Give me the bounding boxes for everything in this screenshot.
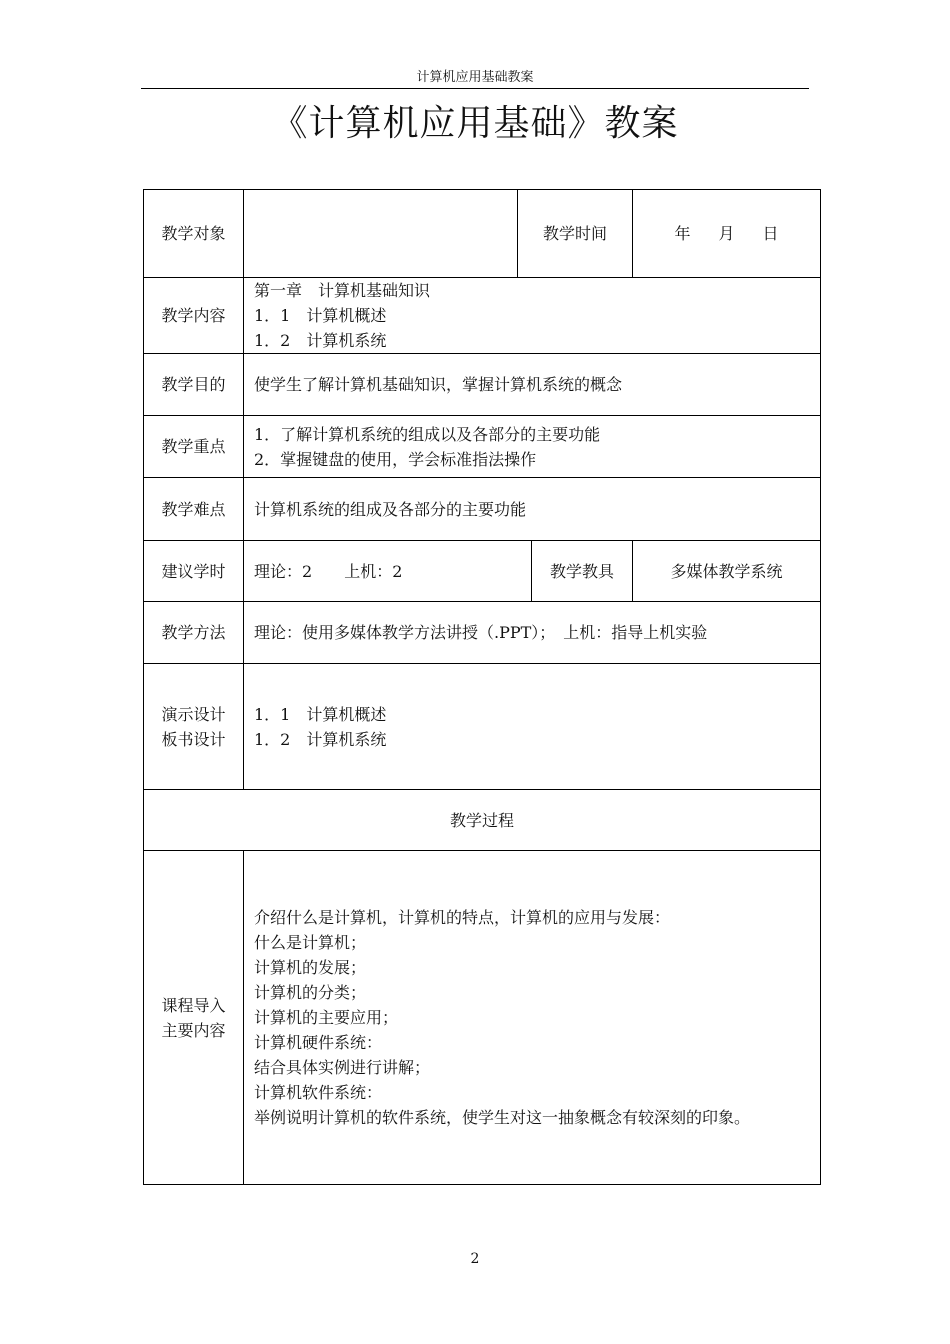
intro-line: 计算机软件系统： <box>254 1083 383 1102</box>
value-goal: 使学生了解计算机基础知识，掌握计算机系统的概念 <box>244 354 821 416</box>
time-day: 日 <box>762 224 779 243</box>
value-tools: 多媒体教学系统 <box>633 541 821 602</box>
key-point-line: 2．掌握键盘的使用，学会标准指法操作 <box>254 449 537 469</box>
value-board <box>244 664 821 790</box>
value-target <box>244 190 518 278</box>
row-target <box>144 190 821 278</box>
intro-line: 结合具体实例进行讲解； <box>254 1058 431 1077</box>
label-method: 教学方法 <box>144 602 244 664</box>
row-method <box>144 602 821 664</box>
process-heading: 教学过程 <box>144 790 821 851</box>
label-tools: 教学教具 <box>532 541 633 602</box>
hours-theory: 理论：2 <box>254 561 313 581</box>
value-intro <box>244 851 821 1185</box>
row-goal <box>144 354 821 416</box>
board-line: 1．2 计算机系统 <box>254 729 387 749</box>
value-hours <box>244 541 532 602</box>
row-key-points <box>144 416 821 478</box>
intro-line: 计算机的主要应用； <box>254 1008 399 1027</box>
label-teaching-time: 教学时间 <box>518 190 633 278</box>
label-board-line: 板书设计 <box>161 729 226 749</box>
time-year: 年 <box>674 224 691 243</box>
document-title: 《计算机应用基础》教案 <box>271 103 679 144</box>
value-difficulty: 计算机系统的组成及各部分的主要功能 <box>244 478 821 541</box>
key-point-line: 1．了解计算机系统的组成以及各部分的主要功能 <box>254 424 601 444</box>
running-header: 计算机应用基础教案 <box>416 70 534 85</box>
row-difficulty <box>144 478 821 541</box>
lesson-plan-table <box>143 189 821 1185</box>
time-month: 月 <box>718 224 735 243</box>
intro-line: 什么是计算机； <box>254 933 367 952</box>
label-goal: 教学目的 <box>144 354 244 416</box>
hours-lab: 上机：2 <box>344 561 403 581</box>
row-hours <box>144 541 821 602</box>
content-line: 第一章 计算机基础知识 <box>254 281 431 300</box>
header-rule <box>141 88 809 89</box>
label-difficulty: 教学难点 <box>144 478 244 541</box>
value-key-points <box>244 416 821 478</box>
row-intro <box>144 851 821 1185</box>
page-number: 2 <box>470 1251 480 1267</box>
row-content <box>144 278 821 354</box>
content-line: 1．2 计算机系统 <box>254 331 387 350</box>
label-content: 教学内容 <box>144 278 244 354</box>
label-hours: 建议学时 <box>144 541 244 602</box>
intro-line: 计算机的分类； <box>254 983 367 1002</box>
value-content <box>244 278 821 354</box>
label-intro <box>144 851 244 1185</box>
row-board <box>144 664 821 790</box>
intro-line: 举例说明计算机的软件系统，使学生对这一抽象概念有较深刻的印象。 <box>254 1108 751 1127</box>
label-target: 教学对象 <box>144 190 244 278</box>
value-teaching-time <box>633 190 821 278</box>
label-key-points: 教学重点 <box>144 416 244 478</box>
label-intro-line: 主要内容 <box>161 1020 226 1040</box>
intro-line: 计算机硬件系统： <box>254 1033 383 1052</box>
board-line: 1．1 计算机概述 <box>254 704 387 724</box>
value-method: 理论：使用多媒体教学方法讲授（.PPT）； 上机：指导上机实验 <box>244 602 821 664</box>
row-process-heading <box>144 790 821 851</box>
intro-line: 介绍什么是计算机，计算机的特点，计算机的应用与发展： <box>254 908 671 927</box>
label-intro-line: 课程导入 <box>161 995 226 1015</box>
intro-line: 计算机的发展； <box>254 958 367 977</box>
label-board-line: 演示设计 <box>161 704 226 724</box>
content-line: 1．1 计算机概述 <box>254 306 387 325</box>
label-board <box>144 664 244 790</box>
